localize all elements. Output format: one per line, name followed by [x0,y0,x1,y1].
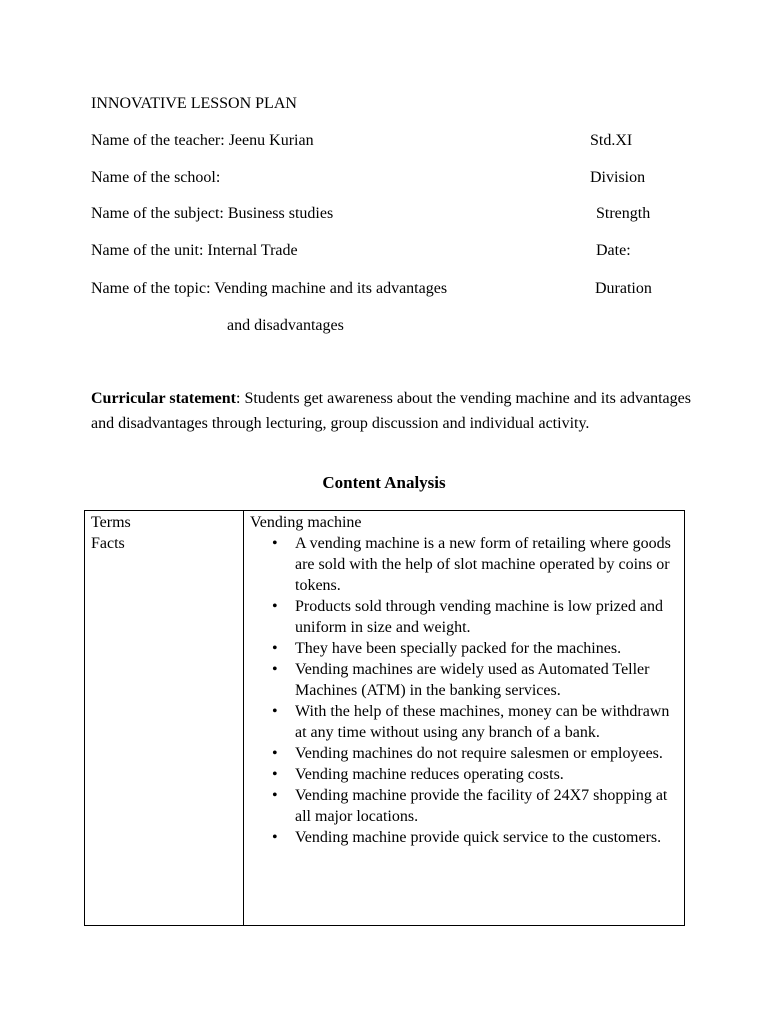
duration-label: Duration [595,280,652,297]
facts-label: Facts [91,535,125,552]
list-item: • Vending machine reduces operating costs. [250,764,680,785]
list-item: • They have been specially packed for the machines. [250,638,680,659]
teacher-name: Name of the teacher: Jeenu Kurian [91,132,314,149]
topic-name: Name of the topic: Vending machine and its advantages [91,280,448,297]
list-item: • A vending machine is a new form of retailing where goods are sold with the help of slot machine operated by coins or tokens. [250,533,680,596]
unit-name: Name of the unit: Internal Trade [91,242,298,259]
table-left-column [91,512,131,554]
list-item: • With the help of these machines, money can be withdrawn at any time without using any branch of a bank. [250,701,680,743]
column-divider [243,511,244,925]
curricular-statement-label: Curricular statement [91,390,236,407]
strength-label: Strength [596,205,651,222]
facts-list [250,533,680,848]
list-item: • Vending machine provide the facility of 24X7 shopping at all major locations. [250,785,680,827]
subject-name: Name of the subject: Business studies [91,205,334,222]
curricular-statement-text: : Students get awareness about the vending machine and its advantages and disadvantages through lecturing, group discussion and individual activity. [91,390,691,432]
division-label: Division [590,169,646,186]
vending-machine-heading: Vending machine [250,514,362,531]
table-right-column [250,512,680,848]
terms-label: Terms [91,514,131,531]
school-name: Name of the school: [91,169,221,186]
list-item: • Vending machine provide quick service to the customers. [250,827,680,848]
page-title: INNOVATIVE LESSON PLAN [91,95,297,112]
topic-continuation: and disadvantages [227,317,344,334]
list-item: • Vending machines are widely used as Automated Teller Machines (ATM) in the banking services. [250,659,680,701]
curricular-statement [91,387,691,436]
list-item: • Vending machines do not require salesmen or employees. [250,743,680,764]
content-analysis-table [84,510,685,926]
content-analysis-title: Content Analysis [322,473,446,492]
std-label: Std.XI [590,132,633,149]
list-item: • Products sold through vending machine is low prized and uniform in size and weight. [250,596,680,638]
date-label: Date: [596,242,631,259]
